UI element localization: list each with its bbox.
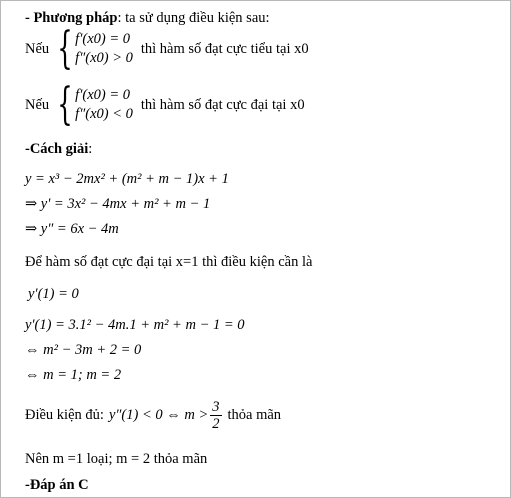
solution-heading-line xyxy=(25,140,92,158)
solution-heading: -Cách giải xyxy=(25,141,89,157)
method-rest: : ta sử dụng điều kiện sau: xyxy=(117,10,270,26)
sufficient-prefix: Điều kiện đủ: xyxy=(25,407,104,423)
min-case-suffix: thì hàm số đạt cực tiểu tại x0 xyxy=(140,40,309,57)
equation-5: y'(1) = 3.1² − 4m.1 + m² + m − 1 = 0 xyxy=(25,317,245,333)
fraction-denominator: 2 xyxy=(212,415,220,432)
min-case-cond1: f′(x0) = 0 xyxy=(75,31,130,47)
min-case-brace: { xyxy=(57,23,73,74)
equation-1: y = x³ − 2mx² + (m² + m − 1)x + 1 xyxy=(25,171,229,187)
min-case-cond2: f″(x0) > 0 xyxy=(75,50,133,66)
max-case xyxy=(25,79,305,130)
condition-text: Để hàm số đạt cực đại tại x=1 thì điều kiện cần là xyxy=(25,254,313,270)
fraction-numerator: 3 xyxy=(212,398,220,415)
equation-2: ⇒ y' = 3x² − 4mx + m² + m − 1 xyxy=(25,196,211,212)
max-case-brace: { xyxy=(57,79,73,130)
max-case-system xyxy=(75,86,133,124)
equation-4: y′(1) = 0 xyxy=(28,286,79,302)
max-case-cond1: f′(x0) = 0 xyxy=(75,87,130,103)
max-case-prefix: Nếu xyxy=(25,96,50,113)
max-case-suffix: thì hàm số đạt cực đại tại x0 xyxy=(140,96,305,113)
equation-3: ⇒ y" = 6x − 4m xyxy=(25,221,119,237)
solution-colon: : xyxy=(88,141,93,157)
answer: -Đáp án C xyxy=(25,477,89,493)
equation-6: ⇔ m² − 3m + 2 = 0 xyxy=(25,342,142,358)
sufficient-condition xyxy=(25,398,281,432)
min-case-prefix: Nếu xyxy=(25,40,50,57)
method-heading: - Phương pháp xyxy=(25,10,118,26)
sufficient-suffix: thỏa mãn xyxy=(227,407,282,423)
equation-7: ⇔ m = 1; m = 2 xyxy=(25,367,122,383)
conclusion: Nên m =1 loại; m = 2 thỏa mãn xyxy=(25,451,208,467)
sufficient-expr: y″(1) < 0 ⇔ m > xyxy=(108,407,209,423)
min-case-system xyxy=(75,30,133,68)
fraction-three-halves xyxy=(210,399,221,432)
min-case xyxy=(25,23,309,74)
max-case-cond2: f″(x0) < 0 xyxy=(75,106,133,122)
